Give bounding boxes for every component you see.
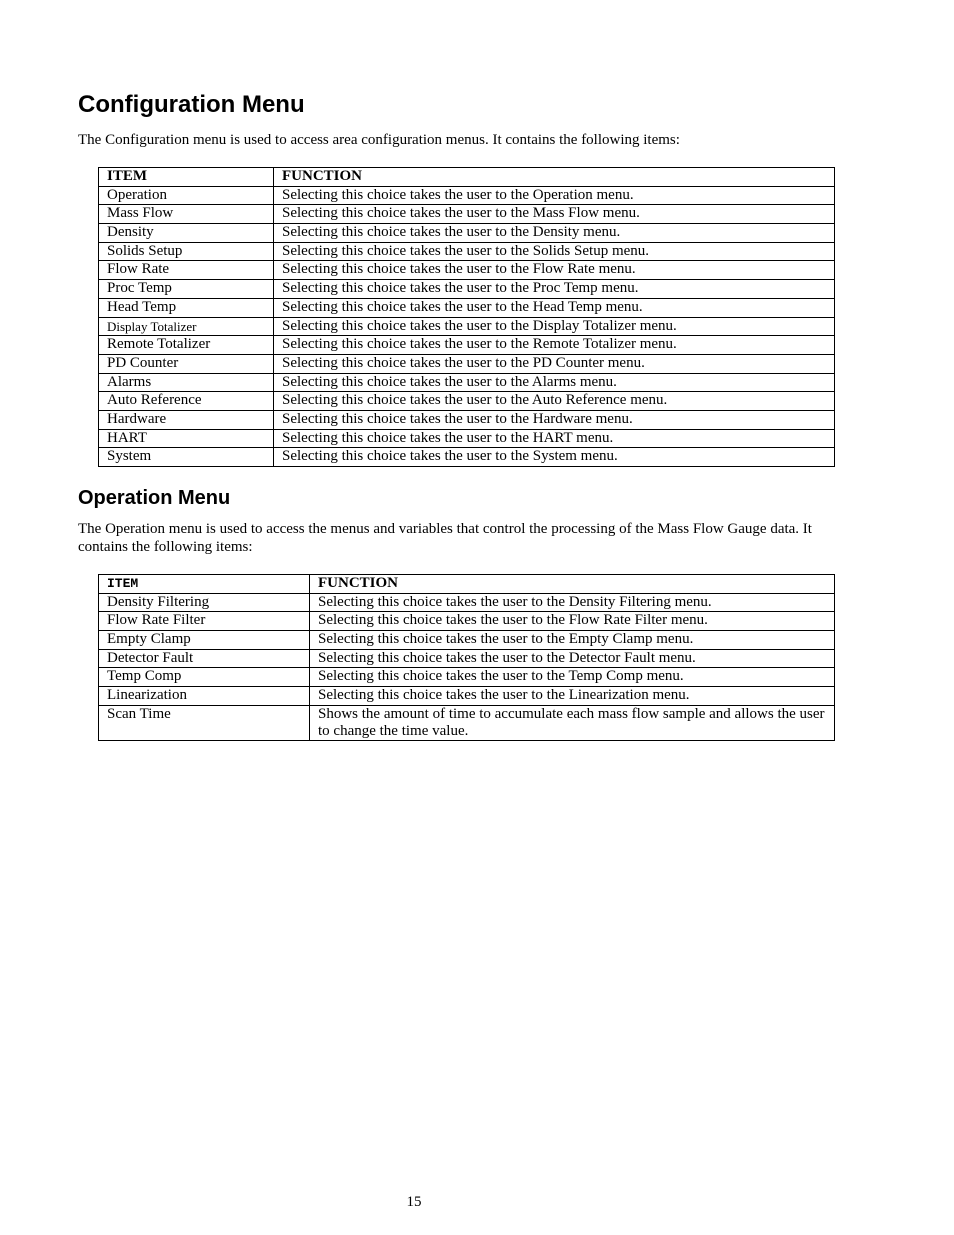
function-cell: Selecting this choice takes the user to the Detector Fault menu. [310,649,835,668]
item-cell: Alarms [99,373,274,392]
function-cell: Selecting this choice takes the user to the HART menu. [274,429,835,448]
column-header-function: FUNCTION [310,575,835,594]
table-row [99,205,835,224]
table-row [99,224,835,243]
table-row [99,298,835,317]
function-cell: Selecting this choice takes the user to the Head Temp menu. [274,298,835,317]
function-cell: Selecting this choice takes the user to the Density menu. [274,224,835,243]
table-row [99,392,835,411]
item-cell: Detector Fault [99,649,310,668]
table-row [99,687,835,706]
function-cell: Selecting this choice takes the user to the Alarms menu. [274,373,835,392]
function-cell: Selecting this choice takes the user to the Operation menu. [274,186,835,205]
item-cell: Display Totalizer [99,317,274,336]
item-cell: Head Temp [99,298,274,317]
item-cell: PD Counter [99,354,274,373]
item-cell: Flow Rate Filter [99,612,310,631]
function-cell: Shows the amount of time to accumulate each mass flow sample and allows the user to change the time value. [310,705,835,740]
table-row [99,429,835,448]
table-row [99,242,835,261]
configuration-intro-paragraph: The Configuration menu is used to access area configuration menus. It contains the following items: [78,132,680,148]
item-cell: HART [99,429,274,448]
item-cell: Auto Reference [99,392,274,411]
table-row [99,705,835,740]
function-cell: Selecting this choice takes the user to the Temp Comp menu. [310,668,835,687]
item-cell: Flow Rate [99,261,274,280]
item-cell: Remote Totalizer [99,336,274,355]
table-row [99,410,835,429]
table-row [99,668,835,687]
table-row [99,280,835,299]
function-cell: Selecting this choice takes the user to the Remote Totalizer menu. [274,336,835,355]
function-cell: Selecting this choice takes the user to the Flow Rate Filter menu. [310,612,835,631]
item-cell: Density [99,224,274,243]
item-cell: Proc Temp [99,280,274,299]
item-cell: Temp Comp [99,668,310,687]
function-cell: Selecting this choice takes the user to the Solids Setup menu. [274,242,835,261]
section-title-operation-menu: Operation Menu [78,487,231,509]
item-cell: Mass Flow [99,205,274,224]
item-cell: Scan Time [99,705,310,740]
item-cell: Solids Setup [99,242,274,261]
item-cell: Density Filtering [99,593,310,612]
table-row [99,336,835,355]
item-cell: Operation [99,186,274,205]
operation-menu-table [98,574,835,741]
function-cell: Selecting this choice takes the user to the Flow Rate menu. [274,261,835,280]
table-row [99,186,835,205]
configuration-menu-table [98,167,835,467]
function-cell: Selecting this choice takes the user to the PD Counter menu. [274,354,835,373]
table-row [99,373,835,392]
table-row [99,317,835,336]
item-cell: Empty Clamp [99,631,310,650]
table-row [99,448,835,467]
table-header-row [99,168,835,187]
function-cell: Selecting this choice takes the user to the Mass Flow menu. [274,205,835,224]
column-header-function: FUNCTION [274,168,835,187]
table-header-row [99,575,835,594]
function-cell: Selecting this choice takes the user to the Empty Clamp menu. [310,631,835,650]
column-header-item: ITEM [99,575,310,594]
table-row [99,612,835,631]
column-header-item: ITEM [99,168,274,187]
table-row [99,354,835,373]
table-row [99,261,835,280]
page-number: 15 [406,1194,422,1210]
function-cell: Selecting this choice takes the user to the Display Totalizer menu. [274,317,835,336]
function-cell: Selecting this choice takes the user to the Linearization menu. [310,687,835,706]
table-row [99,649,835,668]
table-row [99,593,835,612]
function-cell: Selecting this choice takes the user to the Auto Reference menu. [274,392,835,411]
function-cell: Selecting this choice takes the user to the Proc Temp menu. [274,280,835,299]
operation-intro-paragraph: The Operation menu is used to access the menus and variables that control the processing of the Mass Flow Gauge data. It contains the following items: [78,521,812,555]
function-cell: Selecting this choice takes the user to the System menu. [274,448,835,467]
section-title-configuration-menu: Configuration Menu [78,91,305,118]
function-cell: Selecting this choice takes the user to the Density Filtering menu. [310,593,835,612]
item-cell: Hardware [99,410,274,429]
function-cell: Selecting this choice takes the user to the Hardware menu. [274,410,835,429]
table-row [99,631,835,650]
item-cell: Linearization [99,687,310,706]
item-cell: System [99,448,274,467]
